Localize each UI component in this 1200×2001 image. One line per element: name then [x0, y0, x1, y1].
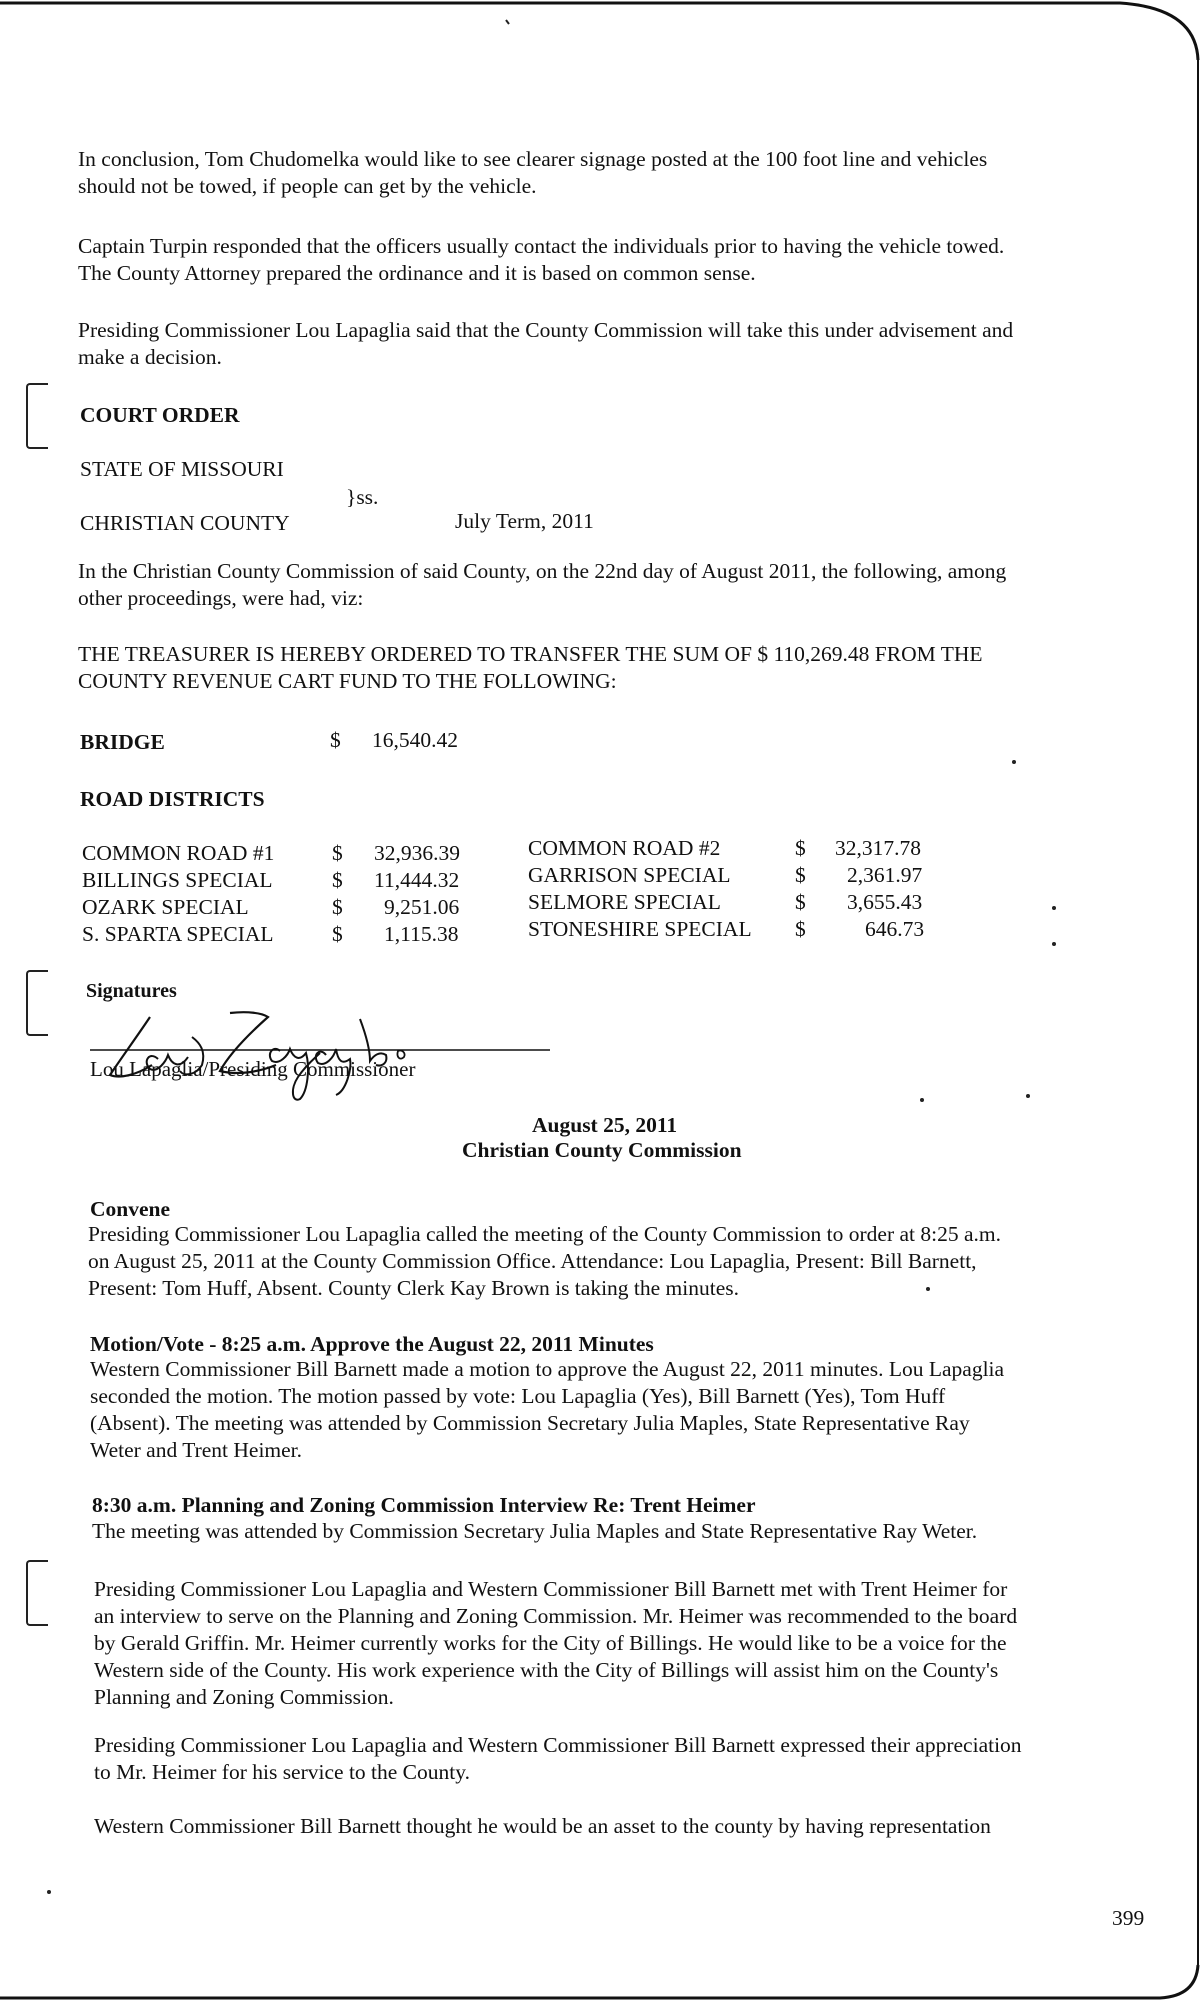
district-amount: 32,936.39	[374, 841, 460, 865]
meeting-date: August 25, 2011	[532, 1113, 678, 1137]
scan-dot	[47, 1890, 51, 1894]
convene-paragraph	[88, 1221, 1128, 1302]
district-currency: $	[795, 836, 806, 860]
scan-dot	[1052, 906, 1056, 910]
court-order-heading: COURT ORDER	[80, 403, 240, 427]
text-line: Presiding Commissioner Lou Lapaglia and Western Commissioner Bill Barnett met with Trent Heimer for	[94, 1577, 1008, 1601]
district-amount: 32,317.78	[835, 836, 921, 860]
page-number: 399	[1112, 1906, 1145, 1930]
planning-attendance: The meeting was attended by Commission Secretary Julia Maples and State Representative Ray Weter.	[92, 1519, 978, 1543]
district-currency: $	[332, 868, 343, 892]
state-label: STATE OF MISSOURI	[80, 457, 284, 481]
margin-bracket-3	[26, 1560, 48, 1626]
district-name: STONESHIRE SPECIAL	[528, 917, 752, 941]
scan-dot	[1026, 1094, 1030, 1098]
text-line: an interview to serve on the Planning and Zoning Commission. Mr. Heimer was recommended to the board	[94, 1604, 1018, 1628]
text-line: The County Attorney prepared the ordinance and it is based on common sense.	[78, 261, 756, 285]
road-districts-heading: ROAD DISTRICTS	[80, 787, 265, 811]
motion-paragraph	[90, 1356, 1130, 1464]
lapaglia-paragraph	[78, 317, 1118, 371]
district-name: GARRISON SPECIAL	[528, 863, 731, 887]
district-amount: 9,251.06	[384, 895, 460, 919]
text-line: COUNTY REVENUE CART FUND TO THE FOLLOWING:	[78, 669, 617, 693]
district-amount: 11,444.32	[374, 868, 460, 892]
text-line: Planning and Zoning Commission.	[94, 1685, 394, 1709]
planning-heading: 8:30 a.m. Planning and Zoning Commission Interview Re: Trent Heimer	[92, 1493, 756, 1517]
text-line: Presiding Commissioner Lou Lapaglia called the meeting of the County Commission to order at 8:25 a.m.	[88, 1222, 1002, 1246]
text-line: by Gerald Griffin. Mr. Heimer currently works for the City of Billings. He would like to be a voice for the	[94, 1631, 1007, 1655]
text-line: Weter and Trent Heimer.	[90, 1438, 303, 1462]
court-order-text	[78, 641, 1118, 695]
text-line: Western side of the County. His work experience with the City of Billings will assist him on the County's	[94, 1658, 999, 1682]
district-name: COMMON ROAD #1	[82, 841, 275, 865]
district-currency: $	[795, 917, 806, 941]
text-line: make a decision.	[78, 345, 222, 369]
turpin-paragraph	[78, 233, 1118, 287]
district-currency: $	[332, 895, 343, 919]
convene-heading: Convene	[90, 1197, 171, 1221]
county-label: CHRISTIAN COUNTY	[80, 511, 290, 535]
text-line: other proceedings, were had, viz:	[78, 586, 364, 610]
text-line: Western Commissioner Bill Barnett made a motion to approve the August 22, 2011 minutes. Lou Lapaglia	[90, 1357, 1005, 1381]
text-line: Captain Turpin responded that the officers usually contact the individuals prior to having the vehicle towed.	[78, 234, 1005, 258]
planning-paragraph-2	[94, 1732, 1134, 1786]
district-currency: $	[332, 922, 343, 946]
text-line: In the Christian County Commission of said County, on the 22nd day of August 2011, the following, among	[78, 559, 1007, 583]
ss-label: }ss.	[346, 485, 379, 509]
district-currency: $	[332, 841, 343, 865]
meeting-body: Christian County Commission	[462, 1138, 742, 1162]
district-amount: 3,655.43	[847, 890, 923, 914]
text-line: seconded the motion. The motion passed by vote: Lou Lapaglia (Yes), Bill Barnett (Yes), Tom Huff	[90, 1384, 946, 1408]
text-line: should not be towed, if people can get by the vehicle.	[78, 174, 537, 198]
bridge-currency: $	[330, 728, 341, 752]
district-amount: 2,361.97	[847, 863, 923, 887]
scan-dot	[920, 1098, 924, 1102]
scan-dot	[1052, 942, 1056, 946]
planning-paragraph-3	[94, 1813, 1134, 1840]
scan-dot	[1012, 760, 1016, 764]
district-amount: 646.73	[865, 917, 925, 941]
district-name: BILLINGS SPECIAL	[82, 868, 273, 892]
text-line: Presiding Commissioner Lou Lapaglia and Western Commissioner Bill Barnett expressed their appreciation	[94, 1733, 1022, 1757]
text-line: Western Commissioner Bill Barnett thought he would be an asset to the county by having representation	[94, 1814, 991, 1838]
term-label: July Term, 2011	[455, 509, 594, 533]
signature	[80, 995, 560, 1105]
motion-heading: Motion/Vote - 8:25 a.m. Approve the August 22, 2011 Minutes	[90, 1332, 654, 1356]
conclusion-paragraph	[78, 146, 1118, 200]
court-intro	[78, 558, 1118, 612]
planning-paragraph-1	[94, 1576, 1134, 1711]
text-line: (Absent). The meeting was attended by Commission Secretary Julia Maples, State Representative Ray	[90, 1411, 970, 1435]
district-currency: $	[795, 890, 806, 914]
signature-caption: Lou Lapaglia/Presiding Commissioner	[90, 1057, 416, 1081]
district-name: COMMON ROAD #2	[528, 836, 721, 860]
margin-bracket-2	[26, 970, 48, 1036]
district-name: OZARK SPECIAL	[82, 895, 249, 919]
text-line: Presiding Commissioner Lou Lapaglia said that the County Commission will take this under advisement and	[78, 318, 1014, 342]
district-amount: 1,115.38	[384, 922, 459, 946]
text-line: to Mr. Heimer for his service to the County.	[94, 1760, 470, 1784]
district-name: S. SPARTA SPECIAL	[82, 922, 274, 946]
bridge-label: BRIDGE	[80, 730, 165, 754]
signatures-heading: Signatures	[86, 980, 177, 1002]
district-currency: $	[795, 863, 806, 887]
text-line: In conclusion, Tom Chudomelka would like to see clearer signage posted at the 100 foot line and vehicles	[78, 147, 988, 171]
text-line: on August 25, 2011 at the County Commission Office. Attendance: Lou Lapaglia, Present: Bill Barnett,	[88, 1249, 977, 1273]
text-line: THE TREASURER IS HEREBY ORDERED TO TRANSFER THE SUM OF $ 110,269.48 FROM THE	[78, 642, 983, 666]
margin-bracket-1	[26, 383, 48, 449]
district-name: SELMORE SPECIAL	[528, 890, 721, 914]
text-line: Present: Tom Huff, Absent. County Clerk Kay Brown is taking the minutes.	[88, 1276, 740, 1300]
bridge-amount: 16,540.42	[372, 728, 458, 752]
